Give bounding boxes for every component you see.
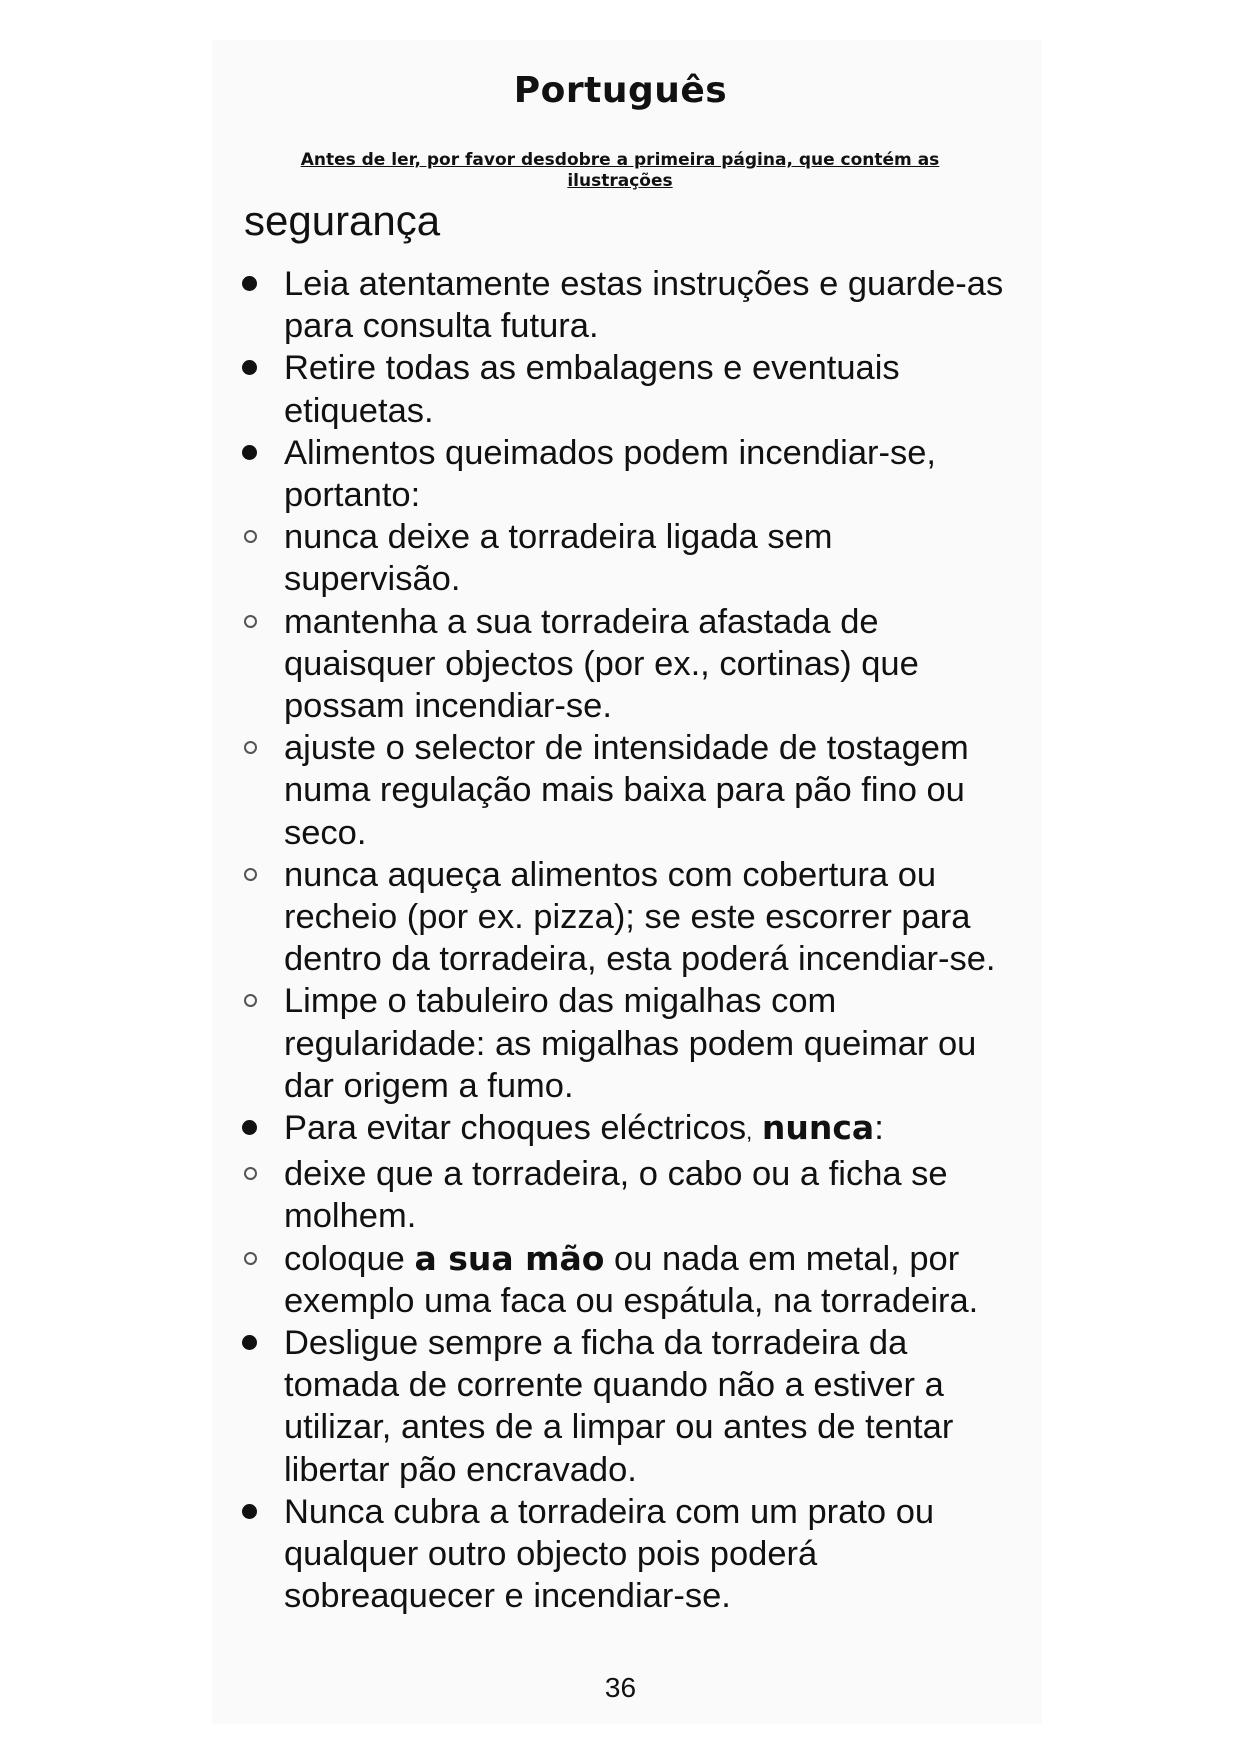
section-heading: segurança: [244, 197, 441, 244]
hollow-bullet-icon: [244, 868, 257, 881]
list-item-text: Para evitar choques eléctricos: [284, 1109, 747, 1148]
filled-bullet-icon: [242, 1504, 257, 1519]
list-item-text: Nunca cubra a torradeira com um prato ou qualquer outro objecto pois poderá sobreaquecer e incendiar-se.: [284, 1492, 935, 1616]
hollow-bullet-icon: [244, 1252, 257, 1265]
list-item-text: mantenha a sua torradeira afastada de quaisquer objectos (por ex., cortinas) que possam incendiar-se.: [284, 602, 919, 726]
filled-bullet-icon: [242, 445, 257, 460]
list-item-text: deixe que a torradeira, o cabo ou a ficha se molhem.: [284, 1155, 948, 1236]
list-item-text: ajuste o selector de intensidade de tostagem numa regulação mais baixa para pão fino ou seco.: [284, 729, 969, 852]
filled-bullet-icon: [242, 360, 257, 375]
emphasis-text: a sua mão: [414, 1238, 605, 1278]
hollow-bullet-icon: [244, 994, 257, 1007]
hollow-bullet-icon: [244, 741, 257, 754]
page-title: Português: [513, 70, 728, 111]
filled-bullet-icon: [242, 276, 257, 291]
list-item-text: Retire todas as embalagens e eventuais etiquetas.: [284, 349, 900, 430]
list-item-comma: ,: [746, 1119, 753, 1145]
filled-bullet-icon: [242, 1120, 257, 1135]
list-item-text: coloque: [284, 1239, 415, 1278]
list-item: [242, 432, 1012, 516]
list-item: [242, 263, 1012, 347]
list-item-text-end: ou nada em metal, por exemplo uma faca ou espátula, na torradeira.: [284, 1239, 979, 1320]
list-item: [242, 727, 1012, 854]
list-item: [242, 1107, 1012, 1153]
list-item: [242, 516, 1012, 600]
list-item: [242, 854, 1012, 981]
page-number: 36: [604, 1672, 637, 1703]
list-item: [242, 601, 1012, 728]
list-item: [242, 980, 1012, 1107]
list-item-text: Alimentos queimados podem incendiar-se, portanto:: [284, 433, 937, 515]
emphasis-text: nunca: [761, 1108, 875, 1148]
list-item-text: Desligue sempre a ficha da torradeira da tomada de corrente quando não a estiver a utilizar, antes de a limpar ou antes de tentar libertar pão encravado.: [284, 1324, 954, 1489]
list-item: [242, 1238, 1012, 1322]
hollow-bullet-icon: [244, 530, 257, 543]
filled-bullet-icon: [242, 1335, 257, 1350]
list-item: [242, 1322, 1012, 1491]
list-item: [242, 1153, 1012, 1237]
safety-list: [242, 263, 1012, 1618]
hollow-bullet-icon: [244, 1167, 257, 1180]
list-item-text-end: :: [874, 1109, 884, 1148]
list-item-text: Leia atentamente estas instruções e guarde-as para consulta futura.: [284, 265, 1004, 346]
list-item: [242, 1491, 1012, 1618]
list-item-text: nunca aqueça alimentos com cobertura ou recheio (por ex. pizza); se este escorrer para dentro da torradeira, esta poderá incendiar-se.: [284, 855, 996, 979]
list-item-text: nunca deixe a torradeira ligada sem supervisão.: [284, 518, 833, 599]
list-item-text: Limpe o tabuleiro das migalhas com regularidade: as migalhas podem queimar ou dar origem a fumo.: [284, 982, 977, 1105]
hollow-bullet-icon: [244, 615, 257, 628]
list-item: [242, 347, 1012, 431]
unfold-instruction-note: Antes de ler, por favor desdobre a primeira página, que contém as ilustrações: [300, 150, 940, 191]
